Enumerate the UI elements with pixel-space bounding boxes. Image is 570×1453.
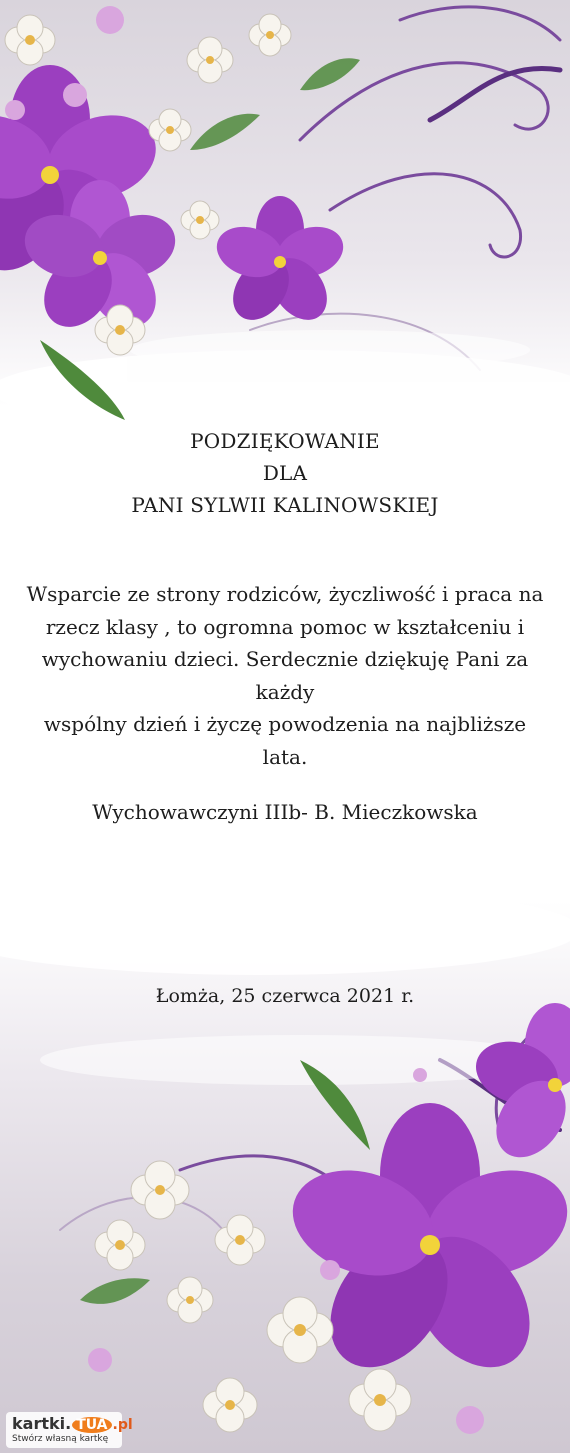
card-place-date: Łomża, 25 czerwca 2021 r. — [155, 985, 415, 1007]
top-flower-small — [210, 196, 350, 331]
title-line-2: DLA — [262, 461, 308, 485]
title-line-3: PANI SYLWII KALINOWSKIEJ — [131, 493, 439, 517]
card-message — [0, 578, 570, 773]
logo-brand-prefix: kartki. — [12, 1414, 72, 1433]
message-line-4: każdy — [255, 679, 315, 704]
logo-brand-suffix: .pl — [112, 1417, 133, 1433]
logo-brand-badge: TUA — [72, 1417, 111, 1433]
card-title — [0, 425, 570, 521]
title-line-1: PODZIĘKOWANIE — [190, 429, 380, 453]
message-line-3: wychowaniu dzieci. Serdecznie dziękuję Pani za — [41, 647, 529, 671]
site-logo[interactable] — [6, 1412, 133, 1448]
logo-brand — [12, 1414, 133, 1433]
message-line-1: Wsparcie ze strony rodziców, życzliwość i praca na — [26, 582, 544, 606]
card-signature: Wychowawczyni IIIb- B. Mieczkowska — [92, 800, 478, 824]
message-line-5: wspólny dzień i życzę powodzenia na najbliższe lata. — [43, 712, 527, 769]
logo-tagline: Stwórz własną kartkę — [12, 1434, 109, 1444]
message-line-2: rzecz klasy , to ogromna pomoc w kształceniu i — [45, 614, 525, 639]
